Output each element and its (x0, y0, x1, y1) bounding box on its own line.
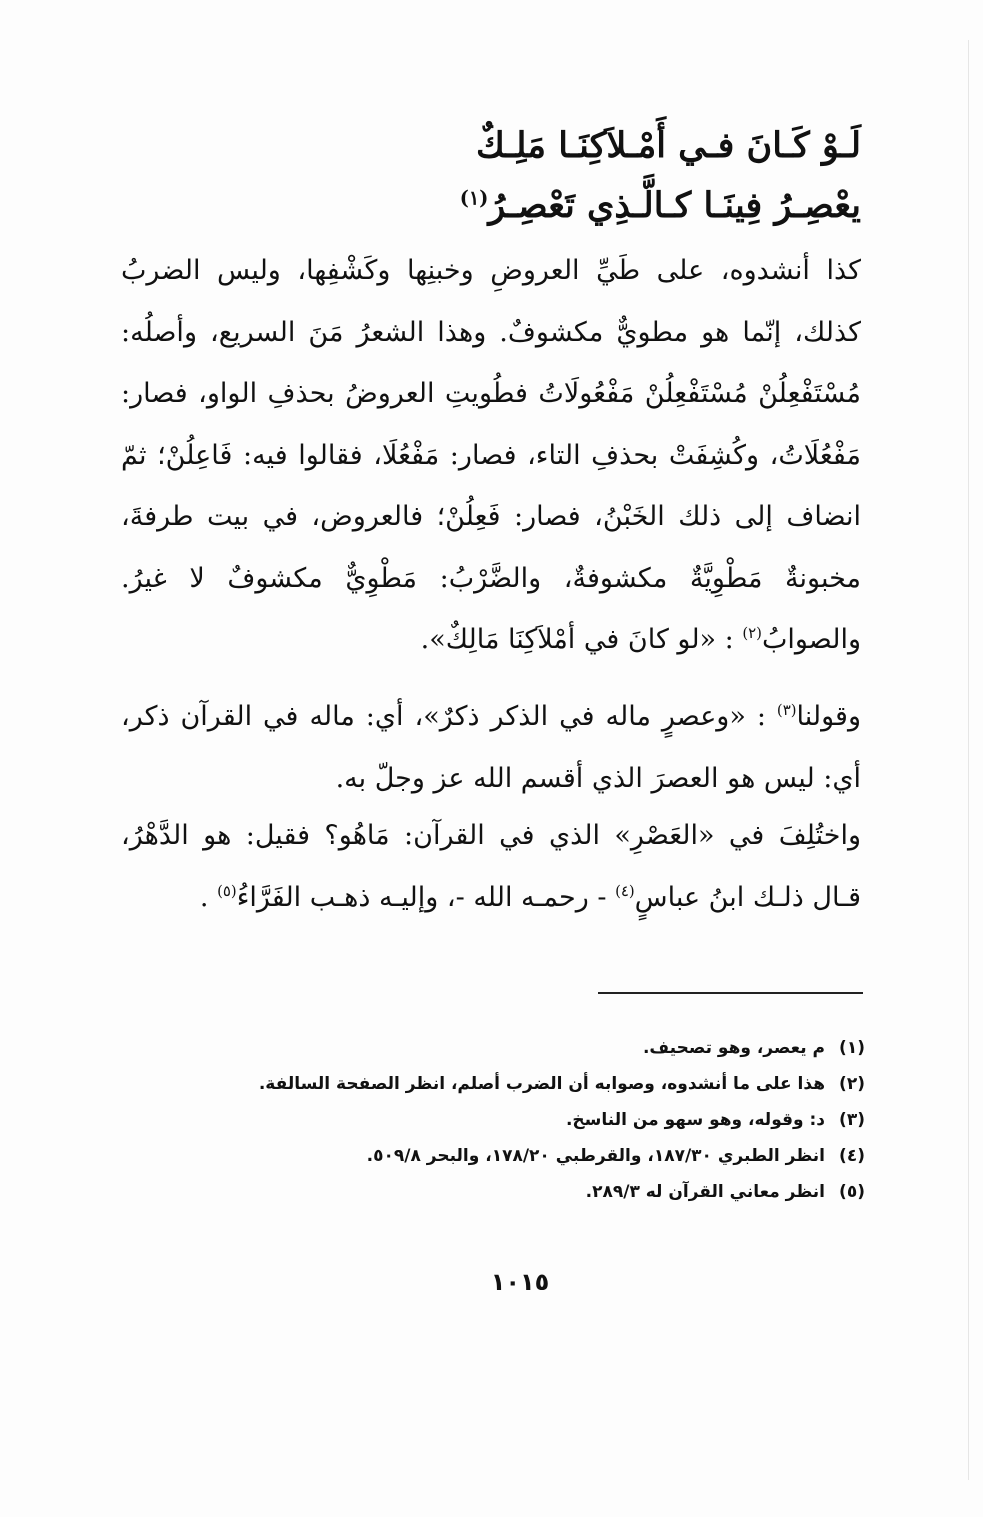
footnote-text: انظر الطبري ١٨٧/٣٠، والقرطبي ١٧٨/٢٠، والبحر ٥٠٩/٨. (366, 1146, 825, 1166)
footnote-marker-2: (٢) (742, 624, 762, 642)
paragraph-1-text-a: كذا أنشدوه، على طَيِّ العروضِ وخبنِها وكَشْفِها، وليس الضربُ كذلك، إنّما هو مطويٌّ مكشوفٌ. وهذا الشعرُ مَنَ السريع، وأصلُه: مُسْتَفْعِلُنْ مُسْتَفْعِلُنْ مَفْعُولَاتُ فطُويتِ العروضُ بحذفِ الواو، فصار: مَفْعُلَاتُ، وكُشِفَتْ بحذفِ التاء، فصار: مَفْعُلَا، فقالوا فيه: فَاعِلُنْ؛ ثمّ انضاف إلى ذلك الخَبْنُ، فصار: فَعِلُنْ؛ فالعروض، في بيت طرفةَ، مخبونةٌ مَطْوِيَّةٌ مكشوفةٌ، والضَّرْبُ: مَطْوِيٌّ مكشوفٌ لا غيرُ. والصوابُ (121, 255, 861, 655)
verse-line-1-text: لَـوْ كَـانَ فـي أَمْـلاَكِنَـا مَلِـكٌ (475, 125, 861, 166)
paragraph-1-text-b: : «لو كانَ في أمْلاَكِنَا مَالِكٌ». (420, 624, 734, 655)
footnote-item (120, 1066, 865, 1102)
footnote-number: (١) (839, 1038, 865, 1058)
paragraph-3-text-a: واختُلِفَ في «العَصْرِ» الذي في القرآن: مَاهُو؟ فقيل: هو الدَّهْرُ، قـال ذلـك ابنُ عباسٍ (121, 820, 861, 913)
paragraph-2 (121, 686, 861, 809)
footnote-number: (٣) (839, 1110, 865, 1130)
footnote-text: انظر معاني القرآن له ٢٨٩/٣. (585, 1182, 825, 1202)
paragraph-2-text-b: : «وعصرٍ ماله في الذكر ذكرٌ»، أي: ماله في القرآن ذكر، أي: ليس هو العصرَ الذي أقسم الله عز وجلّ به. (121, 701, 861, 794)
footnote-number: (٢) (839, 1074, 865, 1094)
footnote-separator (598, 992, 863, 994)
paragraph-3-text-c: . (199, 881, 209, 913)
footnote-item (120, 1030, 865, 1066)
paragraph-1 (121, 240, 861, 671)
footnote-number: (٤) (839, 1146, 865, 1166)
footnote-marker-4: (٤) (615, 881, 635, 900)
footnote-text: هذا على ما أنشدوه، وصوابه أن الضرب أصلم، انظر الصفحة السالفة. (258, 1074, 825, 1094)
footnotes-list (120, 1030, 865, 1210)
paragraph-3-text-b: - رحمـه الله -، وإليـه ذهـب الفَرَّاءُ (236, 881, 607, 913)
footnote-marker-1: (١) (459, 186, 489, 210)
footnote-marker-3: (٣) (776, 701, 797, 719)
verse-line-2 (121, 185, 861, 226)
footnote-text: م يعصر، وهو تصحيف. (642, 1038, 825, 1058)
paragraph-2-text-a: وقولنا (796, 701, 861, 732)
footnote-item (120, 1102, 865, 1138)
page-edge-line (968, 40, 969, 1480)
footnote-number: (٥) (839, 1182, 865, 1202)
footnote-marker-5: (٥) (217, 881, 237, 900)
footnote-text: د: وقوله، وهو سهو من الناسخ. (565, 1110, 825, 1130)
paragraph-3 (121, 805, 861, 928)
footnote-item (120, 1138, 865, 1174)
footnote-item (120, 1174, 865, 1210)
page-number: ١٠١٥ (490, 1268, 550, 1296)
verse-line-1 (121, 125, 861, 166)
verse-line-2-text: يعْصِـرُ فِينَـا كـالَّـذِي تَعْصِـرُ (488, 185, 861, 226)
